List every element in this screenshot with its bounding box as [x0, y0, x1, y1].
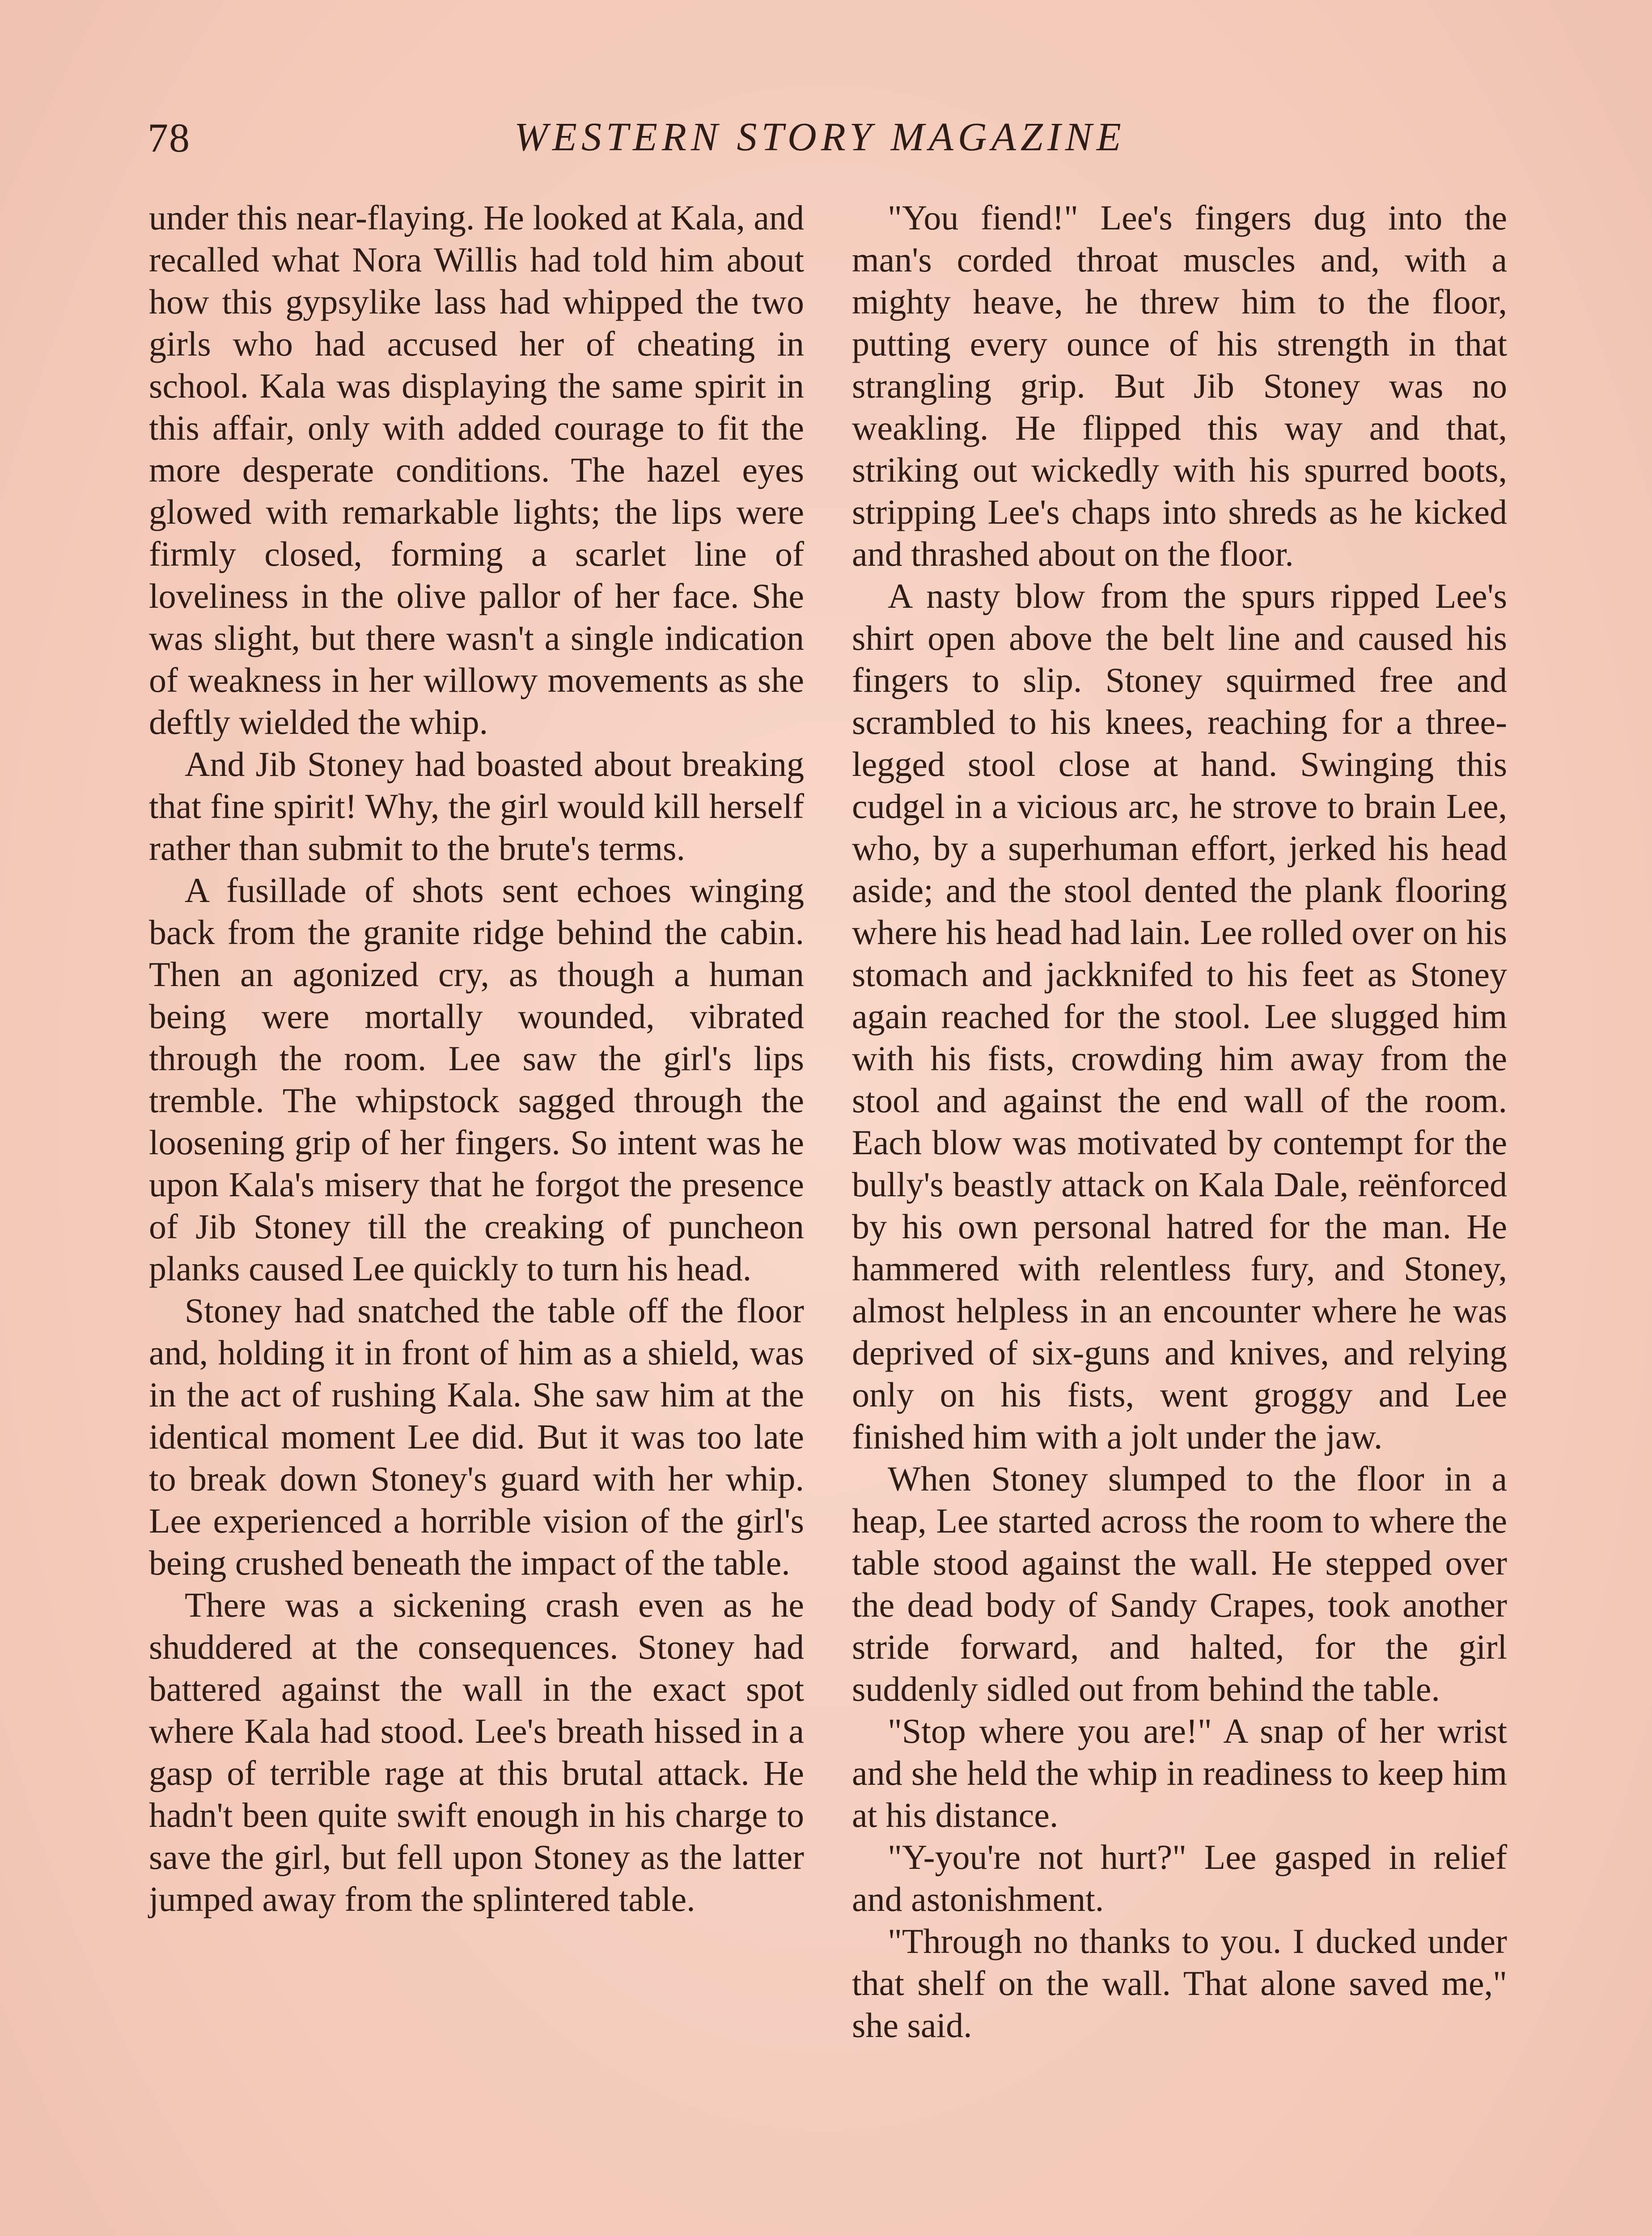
paragraph: "Y-you're not hurt?" Lee gasped in relief and astonishment. [852, 1838, 1507, 1918]
right-column [852, 197, 1507, 2046]
paragraph: A nasty blow from the spurs ripped Lee's shirt open above the belt line and caused his fingers to slip. Stoney squirmed free and scrambled to his knees, reaching for a three-legged stool close at hand. Swinging this cudgel in a vicious arc, he strove to brain Lee, who, by a superhuman effort, jerked his head aside; and the stool dented the plank flooring where his head had lain. Lee rolled over on his stomach and jackknifed to his feet as Stoney again reached for the stool. Lee slugged him with his fists, crowding him away from the stool and against the end wall of the room. Each blow was motivated by contempt for the bully's beastly attack on Kala Dale, reënforced by his own personal hatred for the man. He hammered with relentless fury, and Stoney, almost helpless in an encounter where he was deprived of six-guns and knives, and relying only on his fists, went groggy and Lee finished him with a jolt under the jaw. [852, 576, 1507, 1456]
paragraph: A fusillade of shots sent echoes winging back from the granite ridge behind the cabin. Then an agonized cry, as though a human being were mortally wounded, vibrated through the room. Lee saw the girl's lips tremble. The whipstock sagged through the loosening grip of her fingers. So intent was he upon Kala's misery that he forgot the presence of Jib Stoney till the creaking of puncheon planks caused Lee quickly to turn his head. [149, 871, 804, 1288]
paragraph: Stoney had snatched the table off the floor and, holding it in front of him as a shield, was in the act of rushing Kala. She saw him at the identical moment Lee did. But it was too late to break down Stoney's guard with her whip. Lee experienced a horrible vision of the girl's being crushed beneath the impact of the table. [149, 1291, 804, 1582]
paragraph: "You fiend!" Lee's fingers dug into the man's corded throat muscles and, with a mighty heave, he threw him to the floor, putting every ounce of his strength in that strangling grip. But Jib Stoney was no weakling. He flipped this way and that, striking out wickedly with his spurred boots, stripping Lee's chaps into shreds as he kicked and thrashed about on the floor. [852, 198, 1507, 573]
paragraph: And Jib Stoney had boasted about breaking that fine spirit! Why, the girl would kill herself rather than submit to the brute's terms. [149, 745, 804, 868]
paragraph: "Through no thanks to you. I ducked under that shelf on the wall. That alone saved me," she said. [852, 1922, 1507, 2045]
paragraph: When Stoney slumped to the floor in a heap, Lee started across the room to where the table stood against the wall. He stepped over the dead body of Sandy Crapes, took another stride forward, and halted, for the girl suddenly sidled out from behind the table. [852, 1459, 1507, 1708]
running-title: WESTERN STORY MAGAZINE [514, 115, 1126, 159]
paragraph: "Stop where you are!" A snap of her wrist and she held the whip in readiness to keep him at his distance. [852, 1711, 1507, 1834]
paragraph: under this near-flaying. He looked at Kala, and recalled what Nora Willis had told him about how this gypsylike lass had whipped the two girls who had accused her of cheating in school. Kala was displaying the same spirit in this affair, only with added courage to fit the more desperate conditions. The hazel eyes glowed with remarkable lights; the lips were firmly closed, forming a scarlet line of loveliness in the olive pallor of her face. She was slight, but there wasn't a single indication of weakness in her willowy movements as she deftly wielded the whip. [149, 198, 804, 741]
left-column [149, 197, 804, 1920]
page-number: 78 [148, 115, 191, 161]
paragraph: There was a sickening crash even as he shuddered at the consequences. Stoney had battered against the wall in the exact spot where Kala had stood. Lee's breath hissed in a gasp of terrible rage at this brutal attack. He hadn't been quite swift enough in his charge to save the girl, but fell upon Stoney as the latter jumped away from the splintered table. [149, 1585, 804, 1918]
